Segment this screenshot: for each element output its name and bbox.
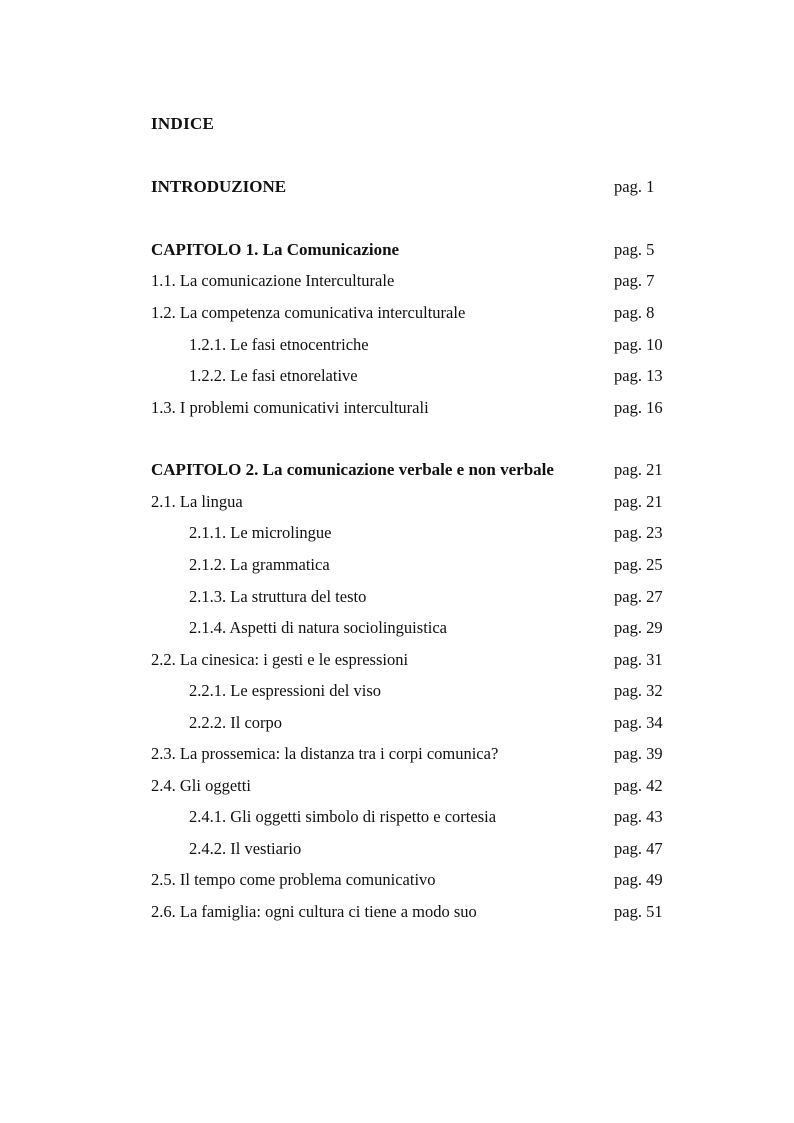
toc-entry <box>189 364 681 388</box>
toc-chapter-entry <box>151 238 681 262</box>
toc-page-number: pag. 5 <box>614 240 655 259</box>
toc-entry-title: 2.2.1. Le espressioni del viso <box>189 681 382 700</box>
toc-entry-title: 2.4.2. Il vestiario <box>189 839 302 858</box>
toc-entry-title: 1.2.1. Le fasi etnocentriche <box>189 335 369 354</box>
toc-entry <box>189 553 681 577</box>
toc-page-number: pag. 47 <box>614 839 663 858</box>
toc-entry-title: 1.3. I problemi comunicativi interculturali <box>151 398 429 417</box>
toc-page-number: pag. 32 <box>614 681 663 700</box>
toc-page-number: pag. 42 <box>614 776 663 795</box>
toc-entry <box>189 616 681 640</box>
toc-entry <box>189 711 681 735</box>
toc-entry-title: 2.1.4. Aspetti di natura sociolinguistica <box>189 618 448 637</box>
toc-entry-title: 1.1. La comunicazione Interculturale <box>151 271 395 290</box>
toc-entry <box>189 837 681 861</box>
toc-page-number: pag. 23 <box>614 523 663 542</box>
toc-entry-title: INTRODUZIONE <box>151 177 287 196</box>
toc-entry-title: 2.1.1. Le microlingue <box>189 523 332 542</box>
toc-entry-title: 2.1.2. La grammatica <box>189 555 330 574</box>
toc-page-number: pag. 34 <box>614 713 663 732</box>
toc-page-number: pag. 21 <box>614 492 663 511</box>
toc-entry <box>151 396 681 420</box>
toc-page-number: pag. 1 <box>614 177 655 196</box>
toc-entry-title: CAPITOLO 1. La Comunicazione <box>151 240 400 259</box>
toc-entry <box>189 521 681 545</box>
toc-entry-title: 2.2. La cinesica: i gesti e le espressioni <box>151 650 409 669</box>
toc-entry-title: 2.6. La famiglia: ogni cultura ci tiene a modo suo <box>151 902 477 921</box>
toc-entry <box>189 585 681 609</box>
page-title: INDICE <box>151 114 215 133</box>
toc-chapter-entry <box>151 175 681 199</box>
toc-entry-title: 2.4.1. Gli oggetti simbolo di rispetto e cortesia <box>189 807 497 826</box>
toc-entry <box>151 742 681 766</box>
toc-entry <box>189 333 681 357</box>
toc-entry <box>151 301 681 325</box>
toc-chapter-entry <box>151 458 681 482</box>
toc-page-number: pag. 21 <box>614 460 663 479</box>
toc-page-number: pag. 29 <box>614 618 663 637</box>
toc-entry-title: 2.4. Gli oggetti <box>151 776 251 795</box>
toc-page-number: pag. 7 <box>614 271 655 290</box>
toc-entry <box>151 269 681 293</box>
toc-entry-title: 2.1.3. La struttura del testo <box>189 587 367 606</box>
toc-page-number: pag. 51 <box>614 902 663 921</box>
toc-entry-title: CAPITOLO 2. La comunicazione verbale e non verbale <box>151 460 554 479</box>
toc-entry-title: 2.2.2. Il corpo <box>189 713 283 732</box>
toc-page-number: pag. 16 <box>614 398 663 417</box>
toc-page-number: pag. 39 <box>614 744 663 763</box>
toc-entry-title: 1.2. La competenza comunicativa interculturale <box>151 303 466 322</box>
toc-entry-title: 1.2.2. Le fasi etnorelative <box>189 366 358 385</box>
toc-entry-title: 2.5. Il tempo come problema comunicativo <box>151 870 436 889</box>
toc-entry-title: 2.1. La lingua <box>151 492 243 511</box>
toc-page-number: pag. 10 <box>614 335 663 354</box>
toc-entry <box>151 774 681 798</box>
toc-page-number: pag. 25 <box>614 555 663 574</box>
toc-entry <box>151 648 681 672</box>
toc-entry <box>189 805 681 829</box>
toc-page-number: pag. 31 <box>614 650 663 669</box>
toc-entry <box>151 490 681 514</box>
toc-page-number: pag. 13 <box>614 366 663 385</box>
toc-entry-title: 2.3. La prossemica: la distanza tra i corpi comunica? <box>151 744 499 763</box>
toc-page-number: pag. 27 <box>614 587 663 606</box>
toc-entry <box>151 868 681 892</box>
toc-entry <box>189 679 681 703</box>
toc-page-number: pag. 49 <box>614 870 663 889</box>
toc-page-number: pag. 43 <box>614 807 663 826</box>
toc-page-number: pag. 8 <box>614 303 655 322</box>
toc-entry <box>151 900 681 924</box>
